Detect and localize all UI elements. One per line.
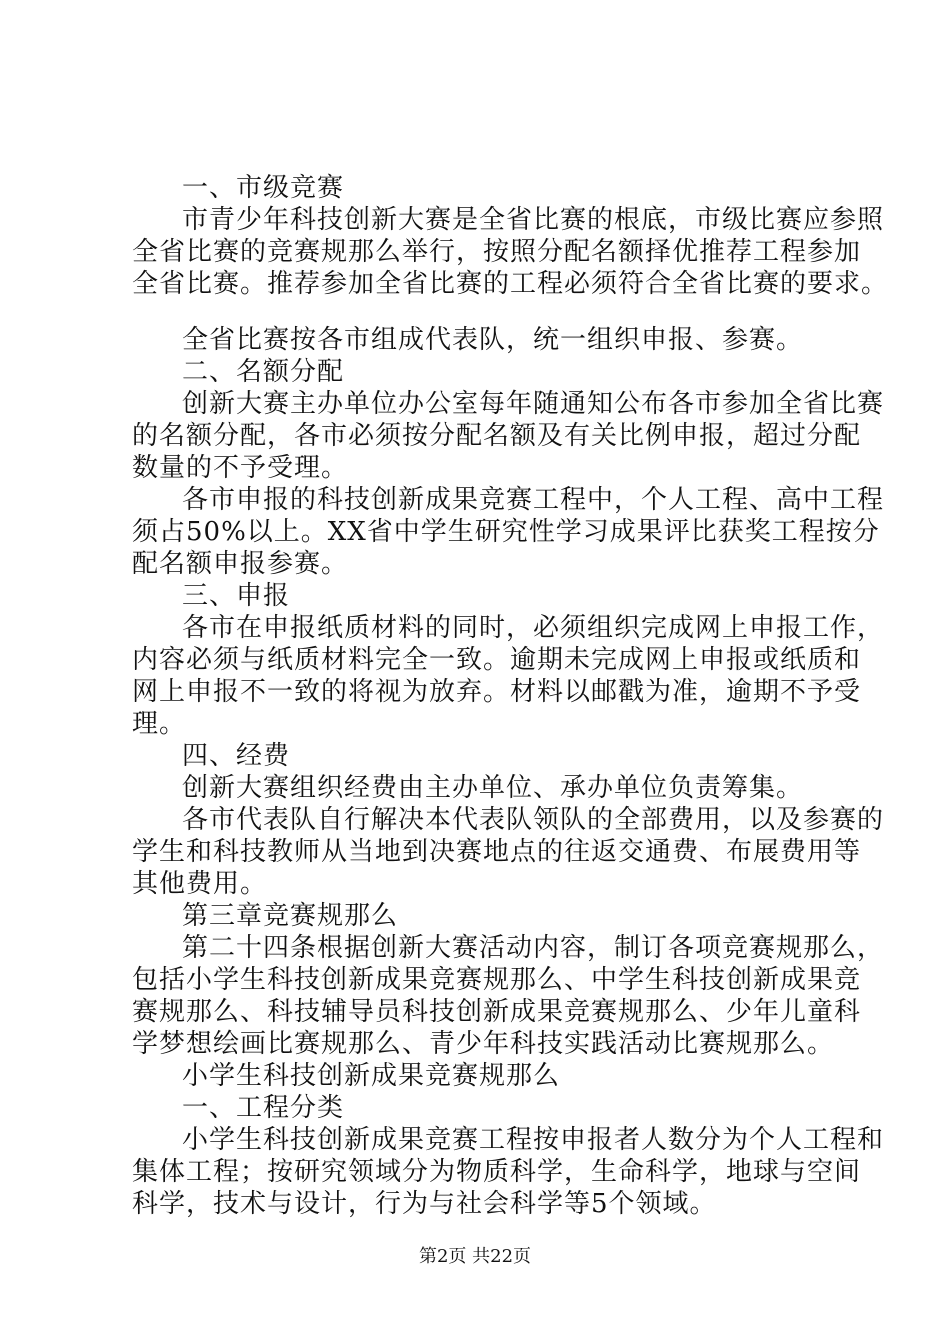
text-line: 各市在申报纸质材料的同时，必须组织完成网上申报工作， <box>182 613 885 643</box>
text-line: 包括小学生科技创新成果竞赛规那么、中学生科技创新成果竞 <box>132 965 862 995</box>
text-line: 第二十四条根据创新大赛活动内容，制订各项竞赛规那么， <box>182 933 885 963</box>
text-line: 各市代表队自行解决本代表队领队的全部费用，以及参赛的 <box>182 805 885 835</box>
text-line: 全省比赛按各市组成代表队，统一组织申报、参赛。 <box>182 325 804 355</box>
paragraph-gap <box>132 300 852 324</box>
text-line: 全省比赛的竞赛规那么举行，按照分配名额择优推荐工程参加 <box>132 237 862 267</box>
page-footer: 第2页 共22页 <box>418 1246 532 1267</box>
text-line: 的名额分配，各市必须按分配名额及有关比例申报，超过分配 <box>132 421 862 451</box>
text-line: 内容必须与纸质材料完全一致。逾期未完成网上申报或纸质和 <box>132 645 862 675</box>
text-line: 学生和科技教师从当地到决赛地点的往返交通费、布展费用等 <box>132 837 862 867</box>
text-line: 其他费用。 <box>132 869 268 899</box>
text-line: 一、市级竞赛 <box>182 173 345 203</box>
document-body <box>132 172 889 1220</box>
text-line: 小学生科技创新成果竞赛工程按申报者人数分为个人工程和 <box>182 1125 885 1155</box>
text-line: 全省比赛。推荐参加全省比赛的工程必须符合全省比赛的要求。 <box>132 269 889 299</box>
text-line: 集体工程；按研究领域分为物质科学，生命科学，地球与空间 <box>132 1157 862 1187</box>
text-line: 各市申报的科技创新成果竞赛工程中，个人工程、高中工程 <box>182 485 885 515</box>
text-line: 三、申报 <box>182 581 291 611</box>
text-line: 小学生科技创新成果竞赛规那么 <box>182 1061 561 1091</box>
text-line: 一、工程分类 <box>182 1093 345 1123</box>
text-line: 数量的不予受理。 <box>132 453 349 483</box>
text-line: 二、名额分配 <box>182 357 345 387</box>
text-line: 理。 <box>132 709 187 739</box>
text-line: 四、经费 <box>182 741 291 771</box>
text-line: 市青少年科技创新大赛是全省比赛的根底，市级比赛应参照 <box>182 205 885 235</box>
text-line: 赛规那么、科技辅导员科技创新成果竞赛规那么、少年儿童科 <box>132 997 862 1027</box>
text-line: 科学，技术与设计，行为与社会科学等5个领域。 <box>132 1189 717 1219</box>
text-line: 网上申报不一致的将视为放弃。材料以邮戳为准，逾期不予受 <box>132 677 862 707</box>
text-line: 创新大赛组织经费由主办单位、承办单位负责筹集。 <box>182 773 804 803</box>
text-line: 第三章竞赛规那么 <box>182 901 399 931</box>
text-line: 配名额申报参赛。 <box>132 549 349 579</box>
text-line: 创新大赛主办单位办公室每年随通知公布各市参加全省比赛 <box>182 389 885 419</box>
text-line: 学梦想绘画比赛规那么、青少年科技实践活动比赛规那么。 <box>132 1029 835 1059</box>
text-line: 须占50%以上。XX省中学生研究性学习成果评比获奖工程按分 <box>132 517 880 547</box>
